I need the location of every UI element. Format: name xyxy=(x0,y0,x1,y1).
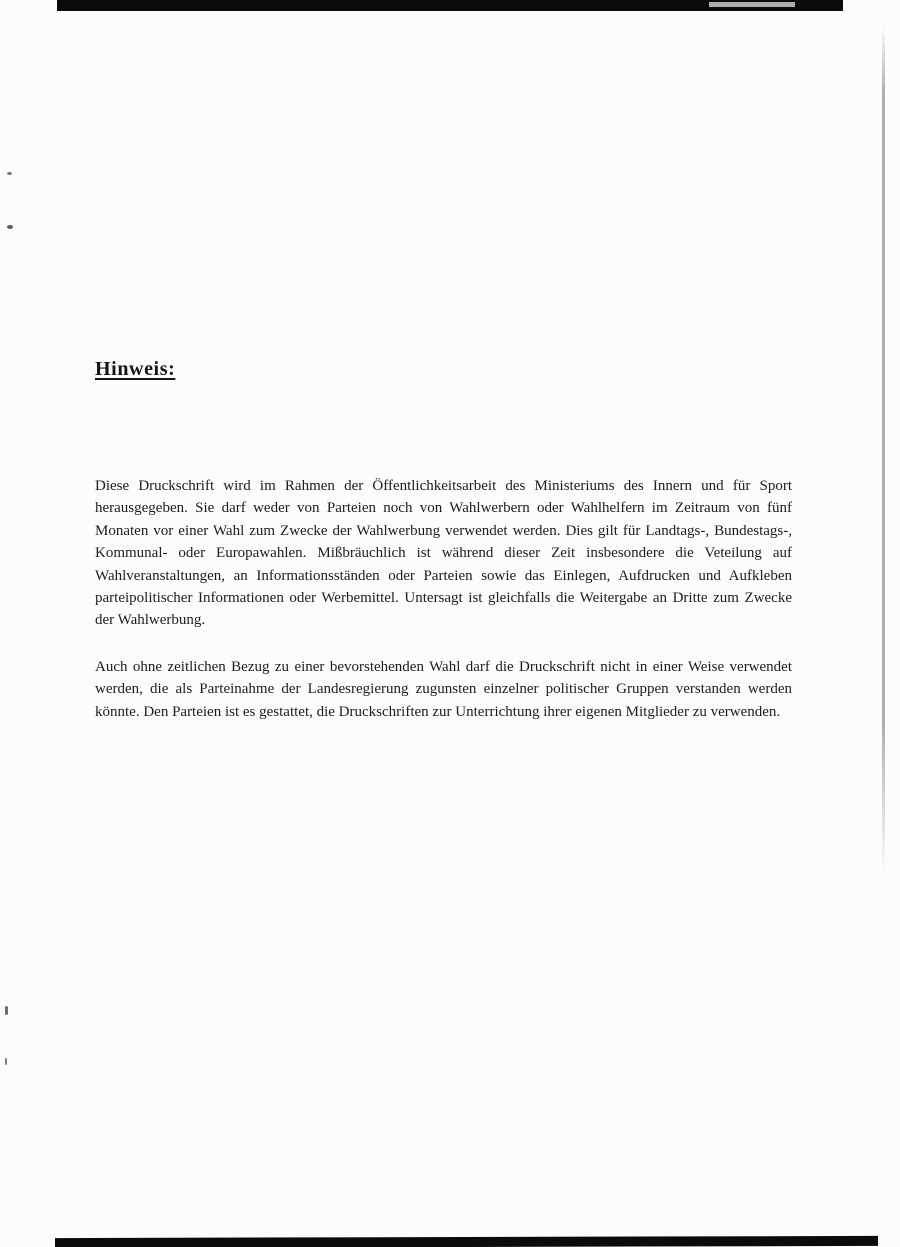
page-content xyxy=(95,358,792,723)
scan-speck xyxy=(5,1058,7,1065)
notice-paragraph-1: Diese Druckschrift wird im Rahmen der Öffentlichkeitsarbeit des Ministeriums des Innern und für Sport herausgegeben. Sie darf weder von Parteien noch von Wahlwerbern oder Wahlhelfern im Zeitraum von fünf Monaten vor einer Wahl zum Zwecke der Wahlwerbung verwendet werden. Dies gilt für Landtags-, Bundestags-, Kommunal- oder Europawahlen. Mißbräuchlich ist während dieser Zeit insbesondere die Veteilung auf Wahlveranstaltungen, an Informationsständen oder Parteien sowie das Einlegen, Aufdrucken und Aufkleben parteipolitischer Informationen oder Werbemittel. Untersagt ist gleichfalls die Weitergabe an Dritte zum Zwecke der Wahlwerbung. xyxy=(95,478,792,629)
scan-bottom-edge xyxy=(55,1236,878,1247)
scan-top-edge xyxy=(57,0,843,11)
notice-paragraph-2: Auch ohne zeitlichen Bezug zu einer bevorstehenden Wahl darf die Druckschrift nicht in einer Weise verwendet werden, die als Parteinahme der Landesregierung zugunsten einzelner politischer Gruppen verstanden werden könnte. Den Parteien ist es gestattet, die Druckschriften zur Unterrichtung ihrer eigenen Mitglieder zu verwenden. xyxy=(95,658,792,720)
page-title: Hinweis: xyxy=(95,358,176,380)
scan-speck xyxy=(7,172,12,175)
scan-speck xyxy=(7,225,13,229)
scan-top-edge-gap xyxy=(709,2,795,7)
scan-right-edge-shadow xyxy=(882,26,885,874)
scan-speck xyxy=(5,1006,8,1015)
